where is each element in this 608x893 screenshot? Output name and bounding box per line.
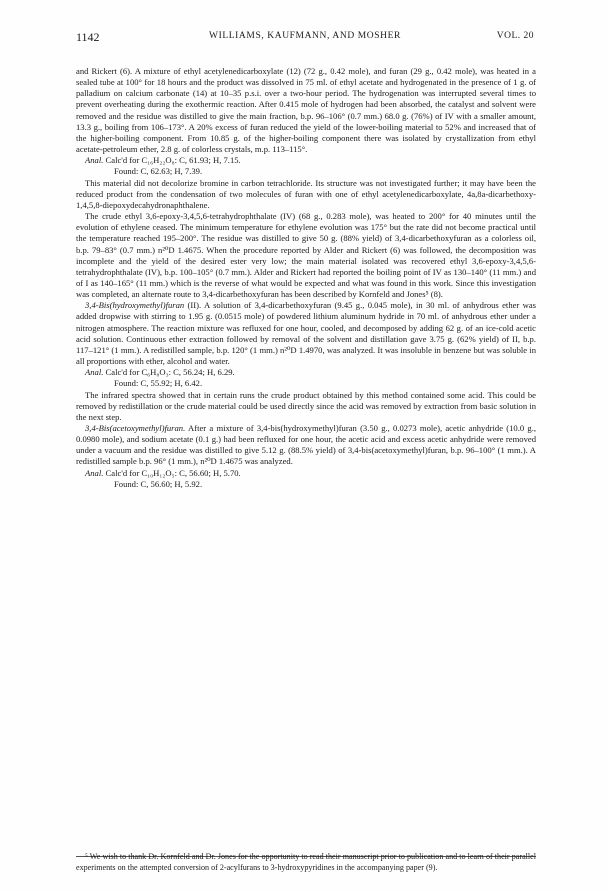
article-body xyxy=(76,66,536,490)
compound-heading: 3,4-Bis(hydroxymethyl)furan xyxy=(85,300,185,311)
procedure-paragraph: 3,4-Bis(hydroxymethyl)furan (II). A solution of 3,4-dicarbethoxyfuran (9.45 g., 0.045 mole), in 30 ml. of anhydrous ether was added dropwise with stirring to 1.95 g. (0.0515 mole) of powdered lithium aluminum hydride in 70 ml. of anhydrous ether under a nitrogen atmosphere. The reaction mixture was refluxed for one hour, cooled, and decomposed by adding 62 g. of an ice-cold acetic acid solution. Continuous ether extraction followed by removal of the solvent and distillation gave 3.75 g. (62% yield) of II, b.p. 117–121° (1 mm.). A redistilled sample, b.p. 120° (1 mm.) n²⁰D 1.4970, was analyzed. It was insoluble in benzene but was soluble in all proportions with ether, alcohol and water. xyxy=(76,300,536,367)
found-line: Found: C, 55.92; H, 6.42. xyxy=(114,378,203,389)
analysis-line: Anal. Calc'd for C₁₀H₁₂O₅: C, 56.60; H, 5.70. xyxy=(85,467,241,478)
procedure-paragraph: 3,4-Bis(acetoxymethyl)furan. After a mixture of 3,4-bis(hydroxymethyl)furan (3.50 g., 0.0273 mole), acetic anhydride (10.0 g., 0.0980 mole), and sodium acetate (0.1 g.) had been refluxed for one hour, the acetic acid and excess acetic anhydride were removed under a vacuum and the residue was distilled to give 5.12 g. (88.5% yield) of 3,4-bis(acetoxymethyl)furan, b.p. 96–100° (1 mm.). A redistilled sample b.p. 96° (1 mm.), n²⁰D 1.4675 was analyzed. xyxy=(76,423,536,467)
compound-heading: 3,4-Bis(acetoxymethyl)furan. xyxy=(85,423,186,433)
footnote: ⁵ We wish to thank Dr. Kornfeld and Dr. Jones for the opportunity to read their manuscript prior to publication and to learn of their parallel experiments on the attempted conversion of 2-acylfurans to 3-hydroxypyridines in the accompanying paper (9). xyxy=(76,852,536,872)
analysis-line: Anal. Calc'd for C₁₆H₂₂O₈: C, 61.93; H, 7.15. xyxy=(85,155,241,166)
found-line: Found: C, 56.60; H, 5.92. xyxy=(114,478,203,489)
paragraph: This material did not decolorize bromine in carbon tetrachloride. Its structure was not investigated further; it may have been the reduced product from the condensation of two molecules of furan with one of ethyl acetylenedicarboxylate, 4a,8a-dicarbethoxy-1,4,5,8-diepoxydecahydronaphthalene. xyxy=(76,177,536,210)
paragraph-continuation: and Rickert (6). A mixture of ethyl acetylenedicarboxylate (12) (72 g., 0.42 mole), and furan (29 g., 0.42 mole), was heated in a sealed tube at 100° for 18 hours and the product was dissolved in 75 ml. of ethyl acetate and hydrogenated in the presence of 1 g. of palladium on calcium carbonate (14) at 10–35 p.s.i. over a two-hour period. The hydrogenation was interrupted several times to prevent overheating during the exothermic reaction. After 0.415 mole of hydrogen had been absorbed, the catalyst and solvent were removed and the residue was distilled to give the main fraction, b.p. 96–106° (0.7 mm.) 68.0 g. (76%) of IV with a smaller amount, 13.3 g., boiling from 106–173°. A 20% excess of furan reduced the yield of the lower-boiling material to 52% and increased that of the higher-boiling component. From 10.85 g. of the higher-boiling component there was isolated by crystallization from ethyl acetate-petroleum ether, 2.8 g. of colorless crystals, m.p. 113–115°. xyxy=(76,66,536,155)
page-number: 1142 xyxy=(76,30,100,44)
paragraph: The infrared spectra showed that in certain runs the crude product obtained by this method contained some acid. This could be removed by redistillation or the crude material could be used directly since the acid was removed by extraction from basic solution in the next step. xyxy=(76,389,536,422)
analysis-line: Anal. Calc'd for C₆H₈O₃: C, 56.24; H, 6.29. xyxy=(85,367,235,378)
volume-label: VOL. 20 xyxy=(496,31,534,41)
page-header xyxy=(76,30,534,44)
found-line: Found: C, 62.63; H, 7.39. xyxy=(114,166,203,177)
paragraph: The crude ethyl 3,6-epoxy-3,4,5,6-tetrahydrophthalate (IV) (68 g., 0.283 mole), was heated to 200° for 40 minutes until the evolution of ethylene ceased. The minimum temperature for ethylene evolution was 175° but the rate did not become practical until the temperature reached 195–200°. The residue was distilled to give 50 g. (88% yield) of 3,4-dicarbethoxyfuran as a colorless oil, b.p. 79–83° (0.7 mm.) n²⁰D 1.4675. When the procedure reported by Alder and Rickert (6) was followed, the decomposition was incomplete and the yield of the desired ester very low; the main material isolated was recovered ethyl 3,6-epoxy-3,4,5,6-tetrahydrophthalate (IV), b.p. 100–105° (0.7 mm.). Alder and Rickert had reported the boiling point of IV as 130–140° (11 mm.) and of I as 140–165° (11 mm.) which is the reverse of what would be expected and what was found in this work. Since this investigation was completed, an alternate route to 3,4-dicarbethoxyfuran has been described by Kornfeld and Jones⁵ (8). xyxy=(76,211,536,300)
running-title: WILLIAMS, KAUFMANN, AND MOSHER xyxy=(209,31,401,41)
